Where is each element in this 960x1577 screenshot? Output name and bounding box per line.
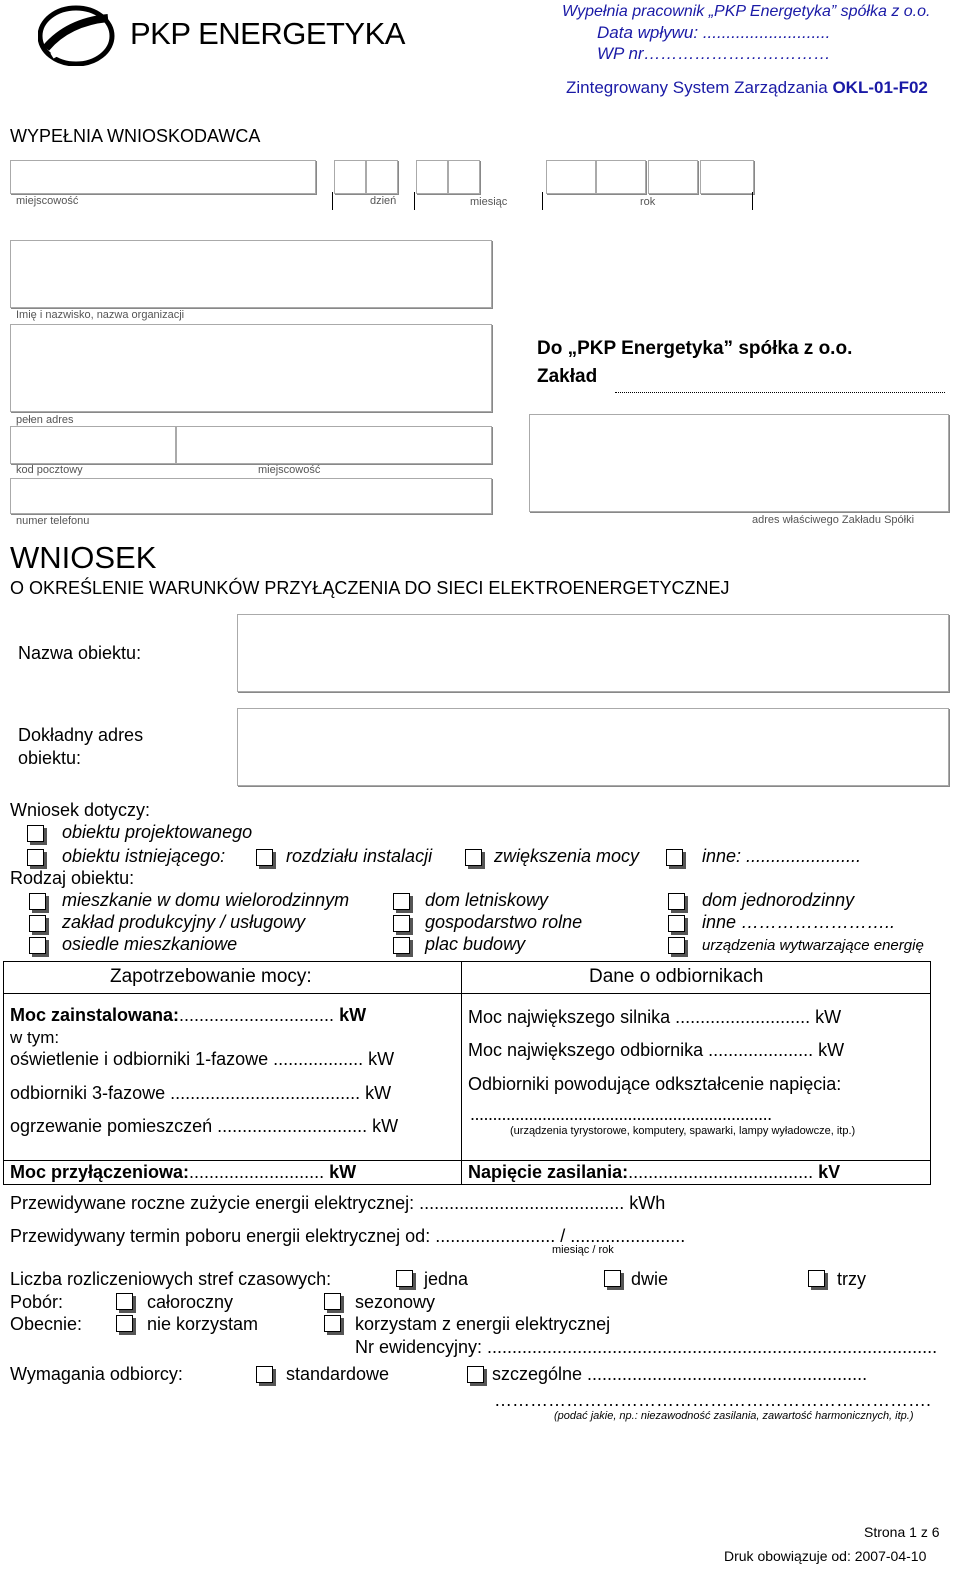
checkbox-using[interactable]	[324, 1315, 341, 1332]
connection-label: Moc przyłączeniowa:	[10, 1162, 190, 1182]
installed-power	[10, 1005, 366, 1026]
heating-text: ogrzewanie pomieszczeń ..............................	[10, 1116, 368, 1136]
object-name-label: Nazwa obiektu:	[18, 643, 142, 663]
checkbox-other[interactable]	[666, 849, 683, 866]
recipient-to-line: Do „PKP Energetyka” spółka z o.o.	[537, 338, 853, 359]
label-detailed: szczególne ........................................................	[492, 1364, 868, 1384]
place-label: miejscowość	[16, 195, 79, 207]
installed-unit: kW	[339, 1005, 367, 1025]
label-existing: obiektu istniejącego:	[62, 846, 226, 866]
city-field[interactable]	[176, 426, 492, 464]
checkbox-construction[interactable]	[393, 937, 410, 954]
system-prefix: Zintegrowany System Zarządzania	[566, 78, 833, 97]
address-label: pełen adres	[16, 414, 74, 426]
label-generation: urządzenia wytwarzające energię	[702, 937, 924, 954]
label-plant: zakład produkcyjny / usługowy	[62, 912, 306, 932]
connection-dots: ...........................	[189, 1162, 325, 1182]
name-label: Imię i nazwisko, nazwa organizacji	[16, 309, 185, 321]
label-single-family: dom jednorodzinny	[702, 890, 855, 910]
plant-underline	[615, 392, 945, 393]
date-divider	[332, 192, 333, 210]
name-field[interactable]	[10, 240, 492, 308]
recipient-plant: Zakład	[537, 366, 598, 387]
day-field-1[interactable]	[334, 160, 366, 194]
requirements-label: Wymagania odbiorcy:	[10, 1364, 183, 1384]
checkbox-zone-two[interactable]	[604, 1270, 621, 1287]
year-label: rok	[640, 196, 656, 208]
start-date: Przewidywany termin poboru energii elektrycznej od: ........................ / .......................	[10, 1226, 686, 1246]
postal-code-label: kod pocztowy	[16, 464, 83, 476]
object-type-label: Rodzaj obiektu:	[10, 868, 135, 888]
connection-power	[10, 1162, 356, 1183]
date-divider	[542, 192, 543, 210]
system-code: OKL-01-F02	[832, 78, 928, 97]
year-field-3[interactable]	[648, 160, 698, 194]
wp-number: WP nr……………………………	[597, 44, 831, 63]
three-phase-line	[10, 1083, 391, 1104]
heating-line	[10, 1116, 398, 1137]
system-line	[566, 78, 928, 98]
annual-consumption: Przewidywane roczne zużycie energii elektrycznej: ......................................... kWh	[10, 1193, 666, 1213]
supply-voltage	[468, 1162, 840, 1183]
record-number: Nr ewidencyjny: ..........................................................................................	[355, 1337, 938, 1357]
label-designed: obiektu projektowanego	[62, 822, 253, 842]
checkbox-existing[interactable]	[27, 849, 44, 866]
detailed-dots: ……………………………………………………………….	[494, 1390, 932, 1410]
address-field[interactable]	[10, 324, 492, 412]
checkbox-apartment[interactable]	[29, 893, 46, 910]
table-footer-line	[3, 1160, 930, 1161]
label-estate: osiedle mieszkaniowe	[62, 934, 238, 954]
month-label: miesiąc	[470, 196, 508, 208]
table-divider	[461, 961, 462, 1185]
checkbox-farm[interactable]	[393, 915, 410, 932]
voltage-unit: kV	[818, 1162, 841, 1182]
year-field-1[interactable]	[546, 160, 596, 194]
label-split: rozdziału instalacji	[286, 846, 433, 866]
checkbox-generation[interactable]	[668, 937, 685, 954]
detailed-note: (podać jakie, np.: niezawodność zasilania, zawartość harmonicznych, itp.)	[554, 1410, 914, 1422]
label-zone-two: dwie	[631, 1269, 669, 1289]
object-address-label-2: obiektu:	[18, 748, 82, 768]
lighting-line	[10, 1049, 394, 1070]
checkbox-zone-three[interactable]	[808, 1270, 825, 1287]
date-divider	[414, 192, 415, 210]
checkbox-other-type[interactable]	[668, 915, 685, 932]
label-all-year: całoroczny	[147, 1292, 234, 1312]
intake-label: Pobór:	[10, 1292, 64, 1312]
lighting-unit: kW	[368, 1049, 395, 1069]
including-label: w tym:	[10, 1028, 60, 1047]
checkbox-designed[interactable]	[27, 825, 44, 842]
page-number: Strona 1 z 6	[864, 1524, 940, 1540]
document-subtitle: O OKREŚLENIE WARUNKÓW PRZYŁĄCZENIA DO SIECI ELEKTROENERGETYCZNEJ	[10, 578, 730, 598]
logo-text: PKP ENERGETYKA	[130, 16, 405, 51]
label-standard: standardowe	[286, 1364, 390, 1384]
logo-swirl-icon	[38, 4, 118, 66]
installed-dots: ...............................	[179, 1005, 335, 1025]
phone-field[interactable]	[10, 478, 492, 514]
day-field-2[interactable]	[366, 160, 398, 194]
label-apartment: mieszkanie w domu wielorodzinnym	[62, 890, 350, 910]
label-not-using: nie korzystam	[147, 1314, 259, 1334]
place-field[interactable]	[10, 160, 316, 194]
city-label: miejscowość	[258, 464, 321, 476]
object-address-label-1: Dokładny adres	[18, 725, 144, 745]
postal-code-field[interactable]	[10, 426, 176, 464]
label-other: inne: .......................	[702, 846, 862, 866]
request-label: Wniosek dotyczy:	[10, 800, 151, 820]
distortion-note: (urządzenia tyrystorowe, komputery, spawarki, lampy wyładowcze, itp.)	[510, 1125, 856, 1137]
checkbox-seasonal[interactable]	[324, 1293, 341, 1310]
power-table	[3, 961, 931, 1185]
object-name-field[interactable]	[237, 614, 949, 692]
year-field-2[interactable]	[596, 160, 646, 194]
label-construction: plac budowy	[425, 934, 526, 954]
month-field-2[interactable]	[448, 160, 480, 194]
voltage-dots: .....................................	[628, 1162, 814, 1182]
three-phase-unit: kW	[365, 1083, 392, 1103]
year-field-4[interactable]	[700, 160, 754, 194]
checkbox-all-year[interactable]	[116, 1293, 133, 1310]
date-received: Data wpływu: ...........................	[597, 23, 831, 42]
current-label: Obecnie:	[10, 1314, 83, 1334]
three-phase-text: odbiorniki 3-fazowe ......................................	[10, 1083, 361, 1103]
label-seasonal: sezonowy	[355, 1292, 436, 1312]
label-farm: gospodarstwo rolne	[425, 912, 583, 932]
checkbox-split[interactable]	[256, 849, 273, 866]
checkbox-plant[interactable]	[29, 915, 46, 932]
section-title-applicant: WYPEŁNIA WNIOSKODAWCA	[10, 126, 261, 146]
label-zone-one: jedna	[424, 1269, 469, 1289]
checkbox-not-using[interactable]	[116, 1315, 133, 1332]
checkbox-detailed[interactable]	[467, 1366, 484, 1383]
start-date-note: miesiąc / rok	[552, 1244, 614, 1256]
checkbox-increase[interactable]	[465, 849, 482, 866]
logo	[38, 4, 405, 66]
checkbox-estate[interactable]	[29, 937, 46, 954]
voltage-label: Napięcie zasilania:	[468, 1162, 629, 1182]
month-field-1[interactable]	[416, 160, 448, 194]
day-label: dzień	[370, 195, 397, 207]
distortion-dots: ...................................................................	[470, 1104, 772, 1124]
employee-fill-note: Wypełnia pracownik „PKP Energetyka” spółka z o.o.	[562, 3, 931, 20]
label-summer-house: dom letniskowy	[425, 890, 549, 910]
installed-label: Moc zainstalowana:	[10, 1005, 180, 1025]
receivers-header: Dane o odbiornikach	[589, 966, 764, 987]
plant-address-field[interactable]	[529, 414, 949, 512]
zones-label: Liczba rozliczeniowych stref czasowych:	[10, 1269, 332, 1289]
checkbox-single-family[interactable]	[668, 893, 685, 910]
largest-receiver: Moc największego odbiornika ..................... kW	[468, 1040, 845, 1060]
largest-motor: Moc największego silnika ........................... kW	[468, 1007, 842, 1027]
label-increase: zwiększenia mocy	[494, 846, 640, 866]
valid-from: Druk obowiązuje od: 2007-04-10	[724, 1548, 927, 1564]
plant-address-label: adres właściwego Zakładu Spółki	[752, 514, 915, 526]
lighting-text: oświetlenie i odbiorniki 1-fazowe ..................	[10, 1049, 364, 1069]
distortion-label: Odbiorniki powodujące odkształcenie napięcia:	[468, 1074, 842, 1094]
table-header-line	[3, 993, 930, 994]
object-address-field[interactable]	[237, 708, 949, 786]
checkbox-summer-house[interactable]	[393, 893, 410, 910]
power-header: Zapotrzebowanie mocy:	[110, 966, 312, 987]
phone-label: numer telefonu	[16, 515, 90, 527]
checkbox-zone-one[interactable]	[396, 1270, 413, 1287]
heating-unit: kW	[372, 1116, 399, 1136]
connection-unit: kW	[329, 1162, 357, 1182]
label-other-type: inne ……………………..	[702, 912, 896, 932]
label-using: korzystam z energii elektrycznej	[355, 1314, 611, 1334]
date-divider	[752, 192, 753, 210]
document-title: WNIOSEK	[10, 540, 157, 575]
label-zone-three: trzy	[837, 1269, 866, 1289]
checkbox-standard[interactable]	[256, 1366, 273, 1383]
